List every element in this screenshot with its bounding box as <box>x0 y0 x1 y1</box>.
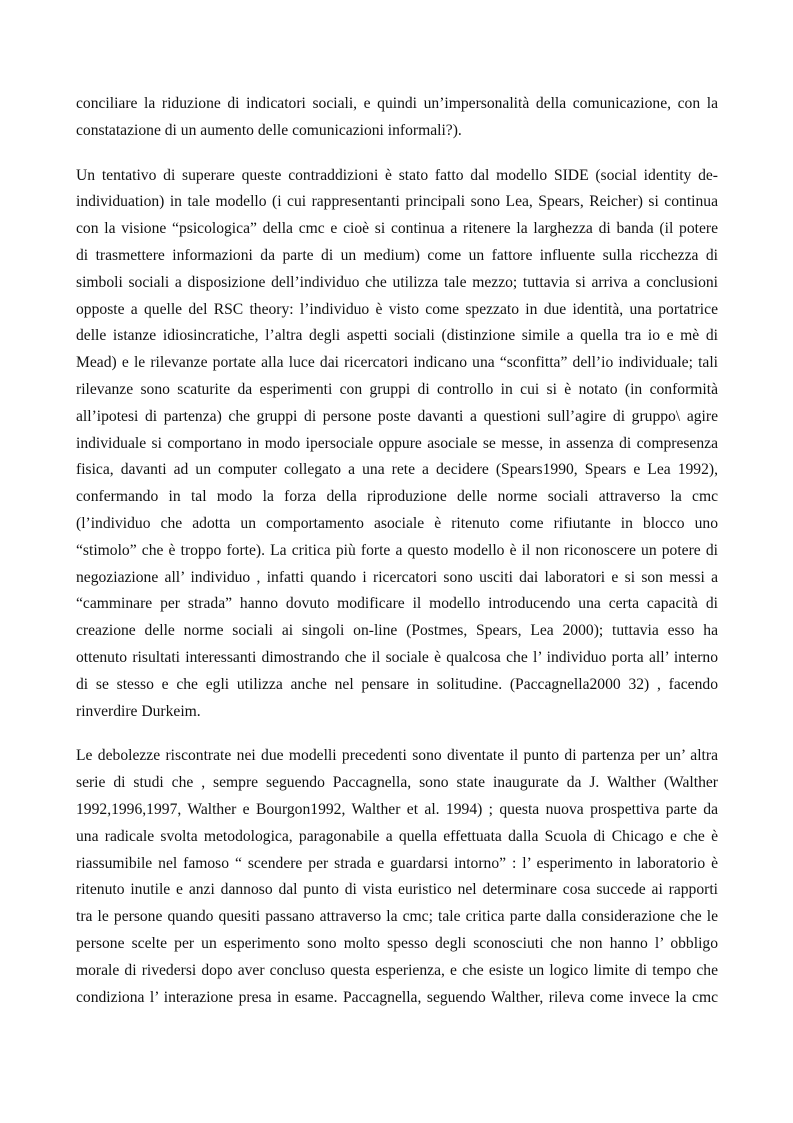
text-line: Mead) e le rilevanze portate alla luce dai ricercatori indicano una “sconfitta” dell’io individuale; tali <box>76 354 718 372</box>
text-line: Le debolezze riscontrate nei due modelli precedenti sono diventate il punto di partenza per un’ altra <box>76 747 718 765</box>
text-line: persone scelte per un esperimento sono molto spesso degli sconosciuti che non hanno l’ obbligo <box>76 934 718 952</box>
text-line: Un tentativo di superare queste contraddizioni è stato fatto dal modello SIDE (social identity de- <box>76 166 718 184</box>
text-line: delle istanze idiosincratiche, l’altra degli aspetti sociali (distinzione simile a quella tra io e mè di <box>76 327 718 345</box>
text-line: all’ipotesi di partenza) che gruppi di persone poste davanti a questioni sull’agire di gruppo\ agire <box>76 407 718 425</box>
text-line: confermando in tal modo la forza della riproduzione delle norme sociali attraverso la cmc <box>76 488 718 506</box>
text-line: “stimolo” che è troppo forte). La critica più forte a questo modello è il non riconoscere un potere di <box>76 541 718 559</box>
text-line: rilevanze sono scaturite da esperimenti con gruppi di controllo in cui si è notato (in conformità <box>76 380 718 398</box>
text-line: opposte a quelle del RSC theory: l’individuo è visto come spezzato in due identità, una portatrice <box>76 300 718 318</box>
text-line: constatazione di un aumento delle comunicazioni informali?). <box>76 121 462 139</box>
document-page <box>76 91 718 1029</box>
text-line: tra le persone quando quesiti passano attraverso la cmc; tale critica parte dalla considerazione che le <box>76 908 718 926</box>
text-line: conciliare la riduzione di indicatori sociali, e quindi un’impersonalità della comunicazione, con la <box>76 95 718 112</box>
text-line: ottenuto risultati interessanti dimostrando che il sociale è qualcosa che l’ individuo porta all’ interno <box>76 648 718 666</box>
text-line: fisica, davanti ad un computer collegato a una rete a decidere (Spears1990, Spears e Lea 1992), <box>76 461 718 479</box>
text-line: individuale si comportano in modo ipersociale oppure asociale se messe, in assenza di compresenza <box>76 434 718 452</box>
text-line: 1992,1996,1997, Walther e Bourgon1992, Walther et al. 1994) ; questa nuova prospettiva parte da <box>76 800 718 818</box>
text-line: rinverdire Durkeim. <box>76 702 201 720</box>
text-line: negoziazione all’ individuo , infatti quando i ricercatori sono usciti dai laboratori e si son messi a <box>76 568 718 586</box>
text-line: (l’individuo che adotta un comportamento asociale è ritenuto come rifiutante in blocco uno <box>76 514 718 532</box>
text-line: simboli sociali a disposizione dell’individuo che utilizza tale mezzo; tuttavia si arriva a conclusioni <box>76 273 718 291</box>
text-line: ritenuto inutile e anzi dannoso dal punto di vista euristico nel determinare cosa succede ai rapporti <box>76 881 718 899</box>
text-line: “camminare per strada” hanno dovuto modificare il modello introducendo una certa capacità di <box>76 595 718 613</box>
text-line: individuation) in tale modello (i cui rappresentanti principali sono Lea, Spears, Reicher) si continua <box>76 193 718 211</box>
text-line: di trasmettere informazioni da parte di un medium) come un fattore influente sulla ricchezza di <box>76 246 718 264</box>
text-line: con la visione “psicologica” della cmc e cioè si continua a ritenere la larghezza di banda (il potere <box>76 220 718 238</box>
paragraph-3 <box>76 743 718 1011</box>
paragraph-1 <box>76 91 718 145</box>
text-line: creazione delle norme sociali ai singoli on-line (Postmes, Spears, Lea 2000); tuttavia esso ha <box>76 622 718 640</box>
text-line: morale di rivedersi dopo aver concluso questa esperienza, e che esiste un logico limite di tempo che <box>76 961 718 979</box>
text-line: di se stesso e che egli utilizza anche nel pensare in solitudine. (Paccagnella2000 32) , facendo <box>76 675 718 693</box>
text-line: condiziona l’ interazione presa in esame. Paccagnella, seguendo Walther, rileva come invece la cmc <box>76 988 718 1006</box>
text-line: una radicale svolta metodologica, paragonabile a quella effettuata dalla Scuola di Chicago e che è <box>76 827 718 845</box>
paragraph-2 <box>76 163 718 726</box>
text-line: riassumibile nel famoso “ scendere per strada e guardarsi intorno” : l’ esperimento in laboratorio è <box>76 854 718 872</box>
text-line: serie di studi che , sempre seguendo Paccagnella, sono state inaugurate da J. Walther (Walther <box>76 774 718 792</box>
